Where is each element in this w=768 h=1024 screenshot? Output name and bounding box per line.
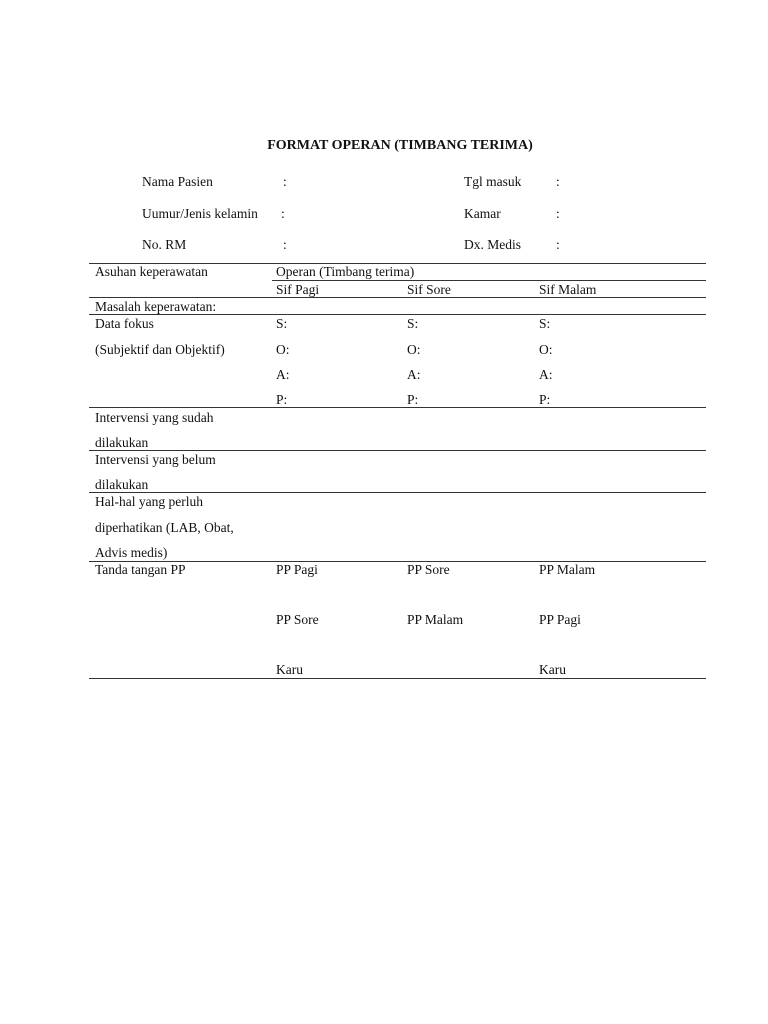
colon: : — [283, 174, 287, 189]
colon: : — [556, 174, 560, 189]
page-title: FORMAT OPERAN (TIMBANG TERIMA) — [267, 138, 533, 153]
row-intervensi-belum: Intervensi yang belum — [95, 452, 216, 467]
soap-s: S: — [276, 316, 288, 331]
label-kamar: Kamar — [464, 206, 501, 221]
soap-p: P: — [539, 392, 551, 407]
soap-o: O: — [539, 342, 553, 357]
label-umur-jenis-kelamin: Uumur/Jenis kelamin — [142, 206, 258, 221]
soap-a: A: — [407, 367, 421, 382]
row-intervensi-belum-cont: dilakukan — [95, 477, 149, 492]
row-hal-hal: Hal-hal yang perluh — [95, 494, 203, 509]
sign-karu: Karu — [539, 662, 566, 677]
colon: : — [283, 237, 287, 252]
header-operan: Operan (Timbang terima) — [276, 264, 415, 279]
row-hal-hal-cont: diperhatikan (LAB, Obat, — [95, 520, 234, 535]
header-sif-malam: Sif Malam — [539, 282, 597, 297]
table-rule — [89, 297, 706, 298]
table-bottom-rule — [89, 678, 706, 679]
row-intervensi-sudah: Intervensi yang sudah — [95, 410, 214, 425]
sign-pp-sore: PP Sore — [276, 612, 319, 627]
label-dx-medis: Dx. Medis — [464, 237, 521, 252]
soap-s: S: — [407, 316, 419, 331]
header-asuhan-keperawatan: Asuhan keperawatan — [95, 264, 208, 279]
sign-pp-malam: PP Malam — [407, 612, 464, 627]
row-tanda-tangan-pp: Tanda tangan PP — [95, 562, 186, 577]
row-intervensi-sudah-cont: dilakukan — [95, 435, 149, 450]
sign-karu: Karu — [276, 662, 303, 677]
label-no-rm: No. RM — [142, 237, 187, 252]
row-subjektif-objektif: (Subjektif dan Objektif) — [95, 342, 225, 357]
sign-pp-malam: PP Malam — [539, 562, 596, 577]
operan-subrule — [272, 280, 706, 281]
header-sif-sore: Sif Sore — [407, 282, 451, 297]
label-nama-pasien: Nama Pasien — [142, 174, 213, 189]
sign-pp-sore: PP Sore — [407, 562, 450, 577]
table-rule — [89, 450, 706, 451]
soap-s: S: — [539, 316, 551, 331]
soap-o: O: — [276, 342, 290, 357]
row-hal-hal-cont2: Advis medis) — [95, 545, 168, 560]
soap-p: P: — [276, 392, 288, 407]
sign-pp-pagi: PP Pagi — [539, 612, 581, 627]
colon: : — [556, 237, 560, 252]
table-rule — [89, 492, 706, 493]
colon: : — [281, 206, 285, 221]
soap-p: P: — [407, 392, 419, 407]
soap-a: A: — [539, 367, 553, 382]
header-sif-pagi: Sif Pagi — [276, 282, 320, 297]
soap-a: A: — [276, 367, 290, 382]
table-rule — [89, 407, 706, 408]
soap-o: O: — [407, 342, 421, 357]
row-data-fokus: Data fokus — [95, 316, 154, 331]
colon: : — [556, 206, 560, 221]
sign-pp-pagi: PP Pagi — [276, 562, 318, 577]
row-masalah-keperawatan: Masalah keperawatan: — [95, 299, 217, 314]
label-tgl-masuk: Tgl masuk — [464, 174, 522, 189]
